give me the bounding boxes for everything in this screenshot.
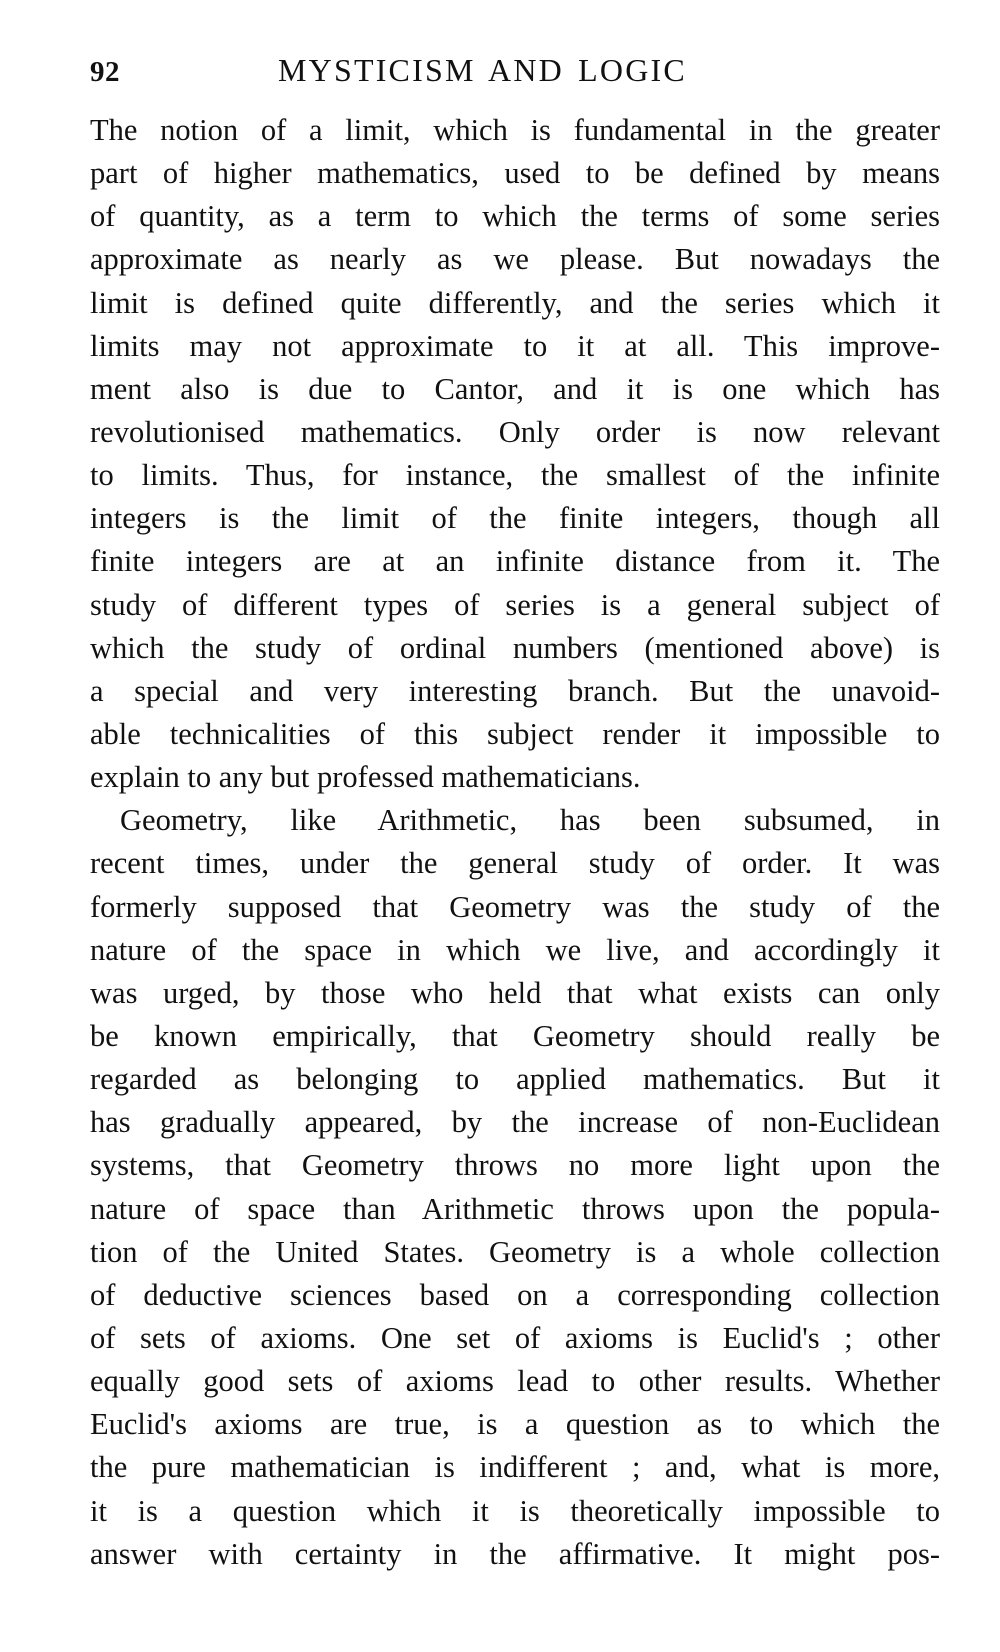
text-line: ment also is due to Cantor, and it is one which has bbox=[90, 371, 940, 406]
text-line: recent times, under the general study of order. It was bbox=[90, 846, 940, 881]
text-line: was urged, by those who held that what exists can only bbox=[90, 975, 940, 1010]
paragraph-geometry bbox=[90, 799, 940, 1576]
body-text bbox=[90, 109, 940, 1576]
text-line: equally good sets of axioms lead to other results. Whether bbox=[90, 1364, 940, 1399]
text-line: be known empirically, that Geometry should really be bbox=[90, 1018, 940, 1053]
page-number: 92 bbox=[90, 56, 120, 88]
text-line: of deductive sciences based on a corresponding collection bbox=[90, 1277, 940, 1312]
text-line: able technicalities of this subject render it impossible to bbox=[90, 716, 940, 751]
running-title: MYSTICISM AND LOGIC bbox=[278, 52, 687, 88]
text-line: nature of the space in which we live, and accordingly it bbox=[90, 932, 940, 967]
text-line: approximate as nearly as we please. But nowadays the bbox=[90, 242, 940, 277]
text-line: nature of space than Arithmetic throws upon the popula- bbox=[90, 1191, 940, 1226]
text-line: a special and very interesting branch. But the unavoid- bbox=[90, 673, 940, 708]
text-line: regarded as belonging to applied mathematics. But it bbox=[90, 1062, 940, 1097]
text-line: has gradually appeared, by the increase of non-Euclidean bbox=[90, 1105, 940, 1140]
page-header bbox=[90, 52, 940, 96]
text-line: The notion of a limit, which is fundamental in the greater bbox=[90, 113, 940, 147]
text-line: limits may not approximate to it at all. This improve- bbox=[90, 328, 940, 363]
text-line: limit is defined quite differently, and the series which it bbox=[90, 285, 940, 320]
text-line: finite integers are at an infinite distance from it. The bbox=[90, 544, 940, 579]
text-line: it is a question which it is theoretically impossible to bbox=[90, 1493, 940, 1528]
text-line: which the study of ordinal numbers (mentioned above) is bbox=[90, 630, 940, 665]
text-line: systems, that Geometry throws no more light upon the bbox=[90, 1148, 940, 1183]
text-line: formerly supposed that Geometry was the study of the bbox=[90, 889, 940, 924]
text-line: Euclid's axioms are true, is a question as to which the bbox=[90, 1407, 940, 1442]
text-line: study of different types of series is a general subject of bbox=[90, 587, 940, 622]
text-line: tion of the United States. Geometry is a whole collection bbox=[90, 1234, 940, 1269]
text-line: to limits. Thus, for instance, the smallest of the infinite bbox=[90, 458, 940, 493]
text-line: answer with certainty in the affirmative. It might pos- bbox=[90, 1536, 940, 1571]
text-line: revolutionised mathematics. Only order is now relevant bbox=[90, 414, 940, 449]
text-line: explain to any but professed mathematicians. bbox=[90, 760, 641, 795]
paragraph-limits bbox=[90, 109, 940, 799]
text-line: integers is the limit of the finite integers, though all bbox=[90, 501, 940, 536]
text-line: Geometry, like Arithmetic, has been subsumed, in bbox=[120, 803, 940, 838]
text-line: the pure mathematician is indifferent ; and, what is more, bbox=[90, 1450, 940, 1485]
text-line: part of higher mathematics, used to be defined by means bbox=[90, 156, 940, 191]
text-line: of sets of axioms. One set of axioms is Euclid's ; other bbox=[90, 1320, 940, 1355]
text-line: of quantity, as a term to which the terms of some series bbox=[90, 199, 940, 234]
